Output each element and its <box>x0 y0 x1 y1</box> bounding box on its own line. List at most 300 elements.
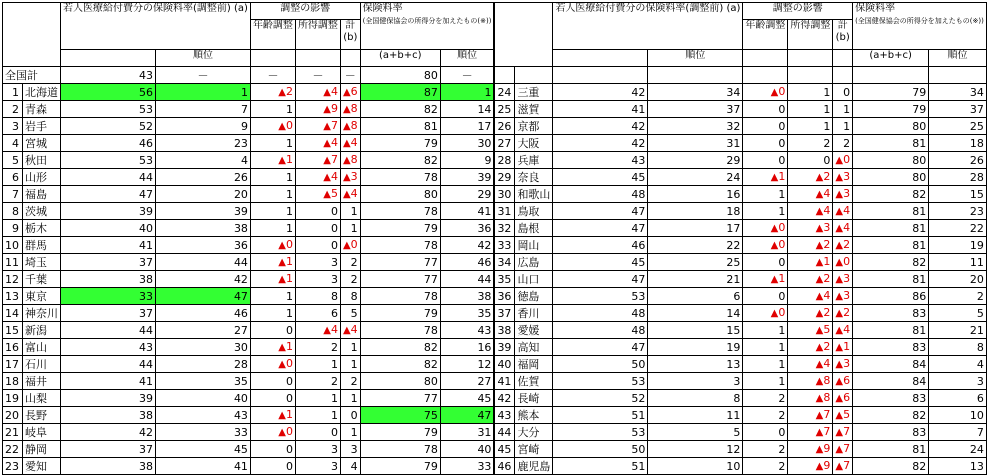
age-adjustment: 1 <box>743 203 788 220</box>
income-adjustment <box>788 288 833 305</box>
age-adjustment-value: 1 <box>285 272 293 285</box>
age-adjustment: 1 <box>743 186 788 203</box>
rate-before-adjust: 47 <box>553 203 648 220</box>
total-adjustment-value: 5 <box>843 408 851 421</box>
triangle-icon: ▲ <box>835 223 844 234</box>
income-adjustment <box>788 220 833 237</box>
triangle-icon: ▲ <box>835 376 844 387</box>
table-row <box>3 356 987 373</box>
premium-rate: 82 <box>853 186 929 203</box>
premium-rank: 29 <box>440 186 494 203</box>
rate-before-adjust: 41 <box>553 101 648 118</box>
empty-cell <box>648 67 743 84</box>
total-adjustment: 5 <box>340 305 360 322</box>
premium-rank: 43 <box>440 322 494 339</box>
empty-cell <box>788 67 833 84</box>
rank-before-adjust: 20 <box>155 186 250 203</box>
total-adjustment-value: 4 <box>843 221 851 234</box>
premium-rate: 86 <box>853 288 929 305</box>
prefecture-number: 11 <box>3 254 23 271</box>
premium-rank: 8 <box>929 339 987 356</box>
total-header-right: 計 (b) <box>833 20 853 50</box>
rate-before-adjust: 46 <box>553 237 648 254</box>
premium-rate: 82 <box>360 356 440 373</box>
prefecture-number: 34 <box>494 254 515 271</box>
total-adjustment <box>340 186 360 203</box>
income-adjustment-value: 9 <box>823 442 831 455</box>
income-adjustment <box>788 407 833 424</box>
triangle-icon: ▲ <box>278 257 286 268</box>
prefecture-name: 福島 <box>23 186 61 203</box>
triangle-icon: ▲ <box>815 308 824 319</box>
empty-cell <box>494 67 515 84</box>
triangle-icon: ▲ <box>835 308 844 319</box>
premium-rank: 44 <box>440 271 494 288</box>
rank-before-adjust: 38 <box>155 220 250 237</box>
total-adjustment <box>833 441 853 458</box>
premium-rate: 81 <box>853 220 929 237</box>
rank-before-adjust: 13 <box>648 356 743 373</box>
income-adjustment-value: 2 <box>823 272 831 285</box>
triangle-icon: ▲ <box>342 240 351 251</box>
rate-before-adjust: 38 <box>61 458 156 475</box>
total-adjustment <box>340 169 360 186</box>
income-adjustment <box>295 186 340 203</box>
total-adjustment-value: 4 <box>350 323 358 336</box>
premium-rank: 9 <box>440 152 494 169</box>
total-adjustment-value: 6 <box>843 374 851 387</box>
income-adjustment <box>788 390 833 407</box>
premium-rank: 12 <box>440 356 494 373</box>
income-adjustment: 3 <box>295 271 340 288</box>
prefecture-number: 35 <box>494 271 515 288</box>
premium-rank: 19 <box>929 237 987 254</box>
rate-before-adjust: 45 <box>553 254 648 271</box>
income-adjustment: 0 <box>295 424 340 441</box>
prefecture-number: 15 <box>3 322 23 339</box>
income-adjustment <box>295 84 340 101</box>
triangle-icon: ▲ <box>835 240 844 251</box>
table-row <box>3 186 987 203</box>
prefecture-number: 5 <box>3 152 23 169</box>
rank-before-adjust: 43 <box>155 407 250 424</box>
total-adjustment-value: 8 <box>350 119 358 132</box>
triangle-icon: ▲ <box>278 155 286 166</box>
income-adjustment: 2 <box>788 135 833 152</box>
triangle-icon: ▲ <box>835 155 844 166</box>
empty-cell <box>553 67 648 84</box>
triangle-icon: ▲ <box>835 444 844 455</box>
premium-rate: 79 <box>360 458 440 475</box>
income-adjustment: 8 <box>295 288 340 305</box>
age-adjustment: 2 <box>743 390 788 407</box>
age-adjustment-value: 1 <box>285 153 293 166</box>
prefecture-name: 兵庫 <box>515 152 553 169</box>
total-adjustment-value: 4 <box>350 187 358 200</box>
age-adjustment <box>250 152 295 169</box>
rank-header: 順位 <box>155 50 250 67</box>
prefecture-name: 宮崎 <box>515 441 553 458</box>
table-row <box>3 373 987 390</box>
table-row <box>3 203 987 220</box>
triangle-icon: ▲ <box>835 410 844 421</box>
income-adjustment <box>788 458 833 475</box>
total-adjustment-value: 3 <box>843 357 851 370</box>
age-adjustment: 0 <box>743 101 788 118</box>
premium-rate: 78 <box>360 203 440 220</box>
prefecture-name: 千葉 <box>23 271 61 288</box>
income-adjustment-value: 4 <box>823 204 831 217</box>
prefecture-name: 和歌山 <box>515 186 553 203</box>
income-adjustment-value: 9 <box>823 459 831 472</box>
income-adjustment-value: 7 <box>330 119 338 132</box>
premium-rate: 81 <box>853 135 929 152</box>
age-adjustment <box>250 237 295 254</box>
prefecture-name: 長野 <box>23 407 61 424</box>
prefecture-number: 19 <box>3 390 23 407</box>
triangle-icon: ▲ <box>815 410 824 421</box>
triangle-icon: ▲ <box>278 240 286 251</box>
premium-rank: 18 <box>929 135 987 152</box>
rank-before-adjust: 3 <box>648 373 743 390</box>
total-adjustment <box>833 373 853 390</box>
total-adjustment-value: 3 <box>843 187 851 200</box>
triangle-icon: ▲ <box>323 104 331 115</box>
premium-rank: 2 <box>929 288 987 305</box>
prefecture-number: 3 <box>3 118 23 135</box>
table-row <box>3 254 987 271</box>
rank-before-adjust: 15 <box>648 322 743 339</box>
premium-rank: 10 <box>929 407 987 424</box>
premium-rate-table <box>2 2 984 475</box>
total-adjustment-value: 6 <box>350 85 358 98</box>
total-adjustment <box>833 424 853 441</box>
total-adjustment: 2 <box>833 135 853 152</box>
total-adjustment: 1 <box>340 390 360 407</box>
rate-before-adjust: 44 <box>61 169 156 186</box>
triangle-icon: ▲ <box>835 257 844 268</box>
income-adjustment: 1 <box>788 84 833 101</box>
triangle-icon: ▲ <box>815 376 824 387</box>
triangle-icon: ▲ <box>323 155 331 166</box>
table-row <box>3 458 987 475</box>
prefecture-number: 41 <box>494 373 515 390</box>
prefecture-number: 20 <box>3 407 23 424</box>
age-adjustment: 1 <box>250 169 295 186</box>
triangle-icon: ▲ <box>815 291 824 302</box>
premium-rate: 83 <box>853 390 929 407</box>
rank-before-adjust: 42 <box>155 271 250 288</box>
table-row <box>3 271 987 288</box>
total-adjustment-value: 6 <box>843 391 851 404</box>
premium-rate: 84 <box>853 373 929 390</box>
rank-before-adjust: 18 <box>648 203 743 220</box>
income-adjustment-value: 7 <box>330 153 338 166</box>
triangle-icon: ▲ <box>835 172 844 183</box>
rank-before-adjust: 23 <box>155 135 250 152</box>
age-adj-header: 年齢調整 <box>250 20 295 50</box>
national-age: － <box>250 67 295 84</box>
premium-rank: 35 <box>440 305 494 322</box>
rank-before-adjust: 29 <box>648 152 743 169</box>
total-adjustment <box>340 322 360 339</box>
total-adjustment: 0 <box>340 407 360 424</box>
prefecture-number: 42 <box>494 390 515 407</box>
prefecture-name: 山口 <box>515 271 553 288</box>
age-adjustment <box>743 84 788 101</box>
triangle-icon: ▲ <box>278 87 286 98</box>
triangle-icon: ▲ <box>342 155 351 166</box>
prefecture-name: 秋田 <box>23 152 61 169</box>
rank-before-adjust: 1 <box>155 84 250 101</box>
total-adjustment <box>833 254 853 271</box>
age-adjustment <box>743 237 788 254</box>
triangle-icon: ▲ <box>770 274 779 285</box>
triangle-icon: ▲ <box>278 274 286 285</box>
premium-rank: 42 <box>440 237 494 254</box>
triangle-icon: ▲ <box>815 427 824 438</box>
prefecture-number: 13 <box>3 288 23 305</box>
total-adjustment <box>833 390 853 407</box>
prefecture-number: 2 <box>3 101 23 118</box>
table-row <box>3 339 987 356</box>
income-adjustment <box>788 254 833 271</box>
rank-header-right: 順位 <box>648 50 743 67</box>
age-adjustment <box>743 220 788 237</box>
triangle-icon: ▲ <box>835 342 844 353</box>
rank-before-adjust: 16 <box>648 186 743 203</box>
income-adjustment <box>295 135 340 152</box>
prefecture-number: 14 <box>3 305 23 322</box>
age-adjustment: 0 <box>250 373 295 390</box>
prefecture-number: 18 <box>3 373 23 390</box>
total-adjustment-value: 0 <box>843 153 851 166</box>
total-adjustment <box>833 407 853 424</box>
prefecture-name: 岐阜 <box>23 424 61 441</box>
age-adjustment-value: 0 <box>285 238 293 251</box>
income-adj-header-right: 所得調整 <box>788 20 833 50</box>
prefecture-name: 新潟 <box>23 322 61 339</box>
rate-before-adjust: 48 <box>553 322 648 339</box>
total-adjustment-value: 2 <box>843 238 851 251</box>
table-row <box>3 67 987 84</box>
total-adjustment <box>833 220 853 237</box>
income-adjustment: 1 <box>788 101 833 118</box>
premium-rate: 81 <box>853 203 929 220</box>
prefecture-number: 22 <box>3 441 23 458</box>
triangle-icon: ▲ <box>770 223 779 234</box>
rate-rank-header-right: 順位 <box>929 50 987 67</box>
triangle-icon: ▲ <box>815 325 824 336</box>
age-adjustment <box>250 339 295 356</box>
prefecture-number: 43 <box>494 407 515 424</box>
triangle-icon: ▲ <box>815 189 824 200</box>
premium-rate: 87 <box>360 84 440 101</box>
total-adjustment: 2 <box>340 254 360 271</box>
adjust-effect-header-right: 調整の影響 <box>743 3 853 20</box>
triangle-icon: ▲ <box>815 444 824 455</box>
rate-before-adjust: 38 <box>61 271 156 288</box>
rate-before-adjust: 41 <box>61 237 156 254</box>
age-adjustment-value: 1 <box>285 340 293 353</box>
prefecture-number: 39 <box>494 339 515 356</box>
rate-before-adjust: 37 <box>61 441 156 458</box>
premium-rank: 20 <box>929 271 987 288</box>
total-adjustment-value: 4 <box>350 136 358 149</box>
prefecture-name: 愛媛 <box>515 322 553 339</box>
rank-before-adjust: 22 <box>648 237 743 254</box>
income-adjustment <box>295 118 340 135</box>
rate-before-adjust: 50 <box>553 441 648 458</box>
formula-header: (a+b+c) <box>360 50 440 67</box>
age-adjustment: 1 <box>250 305 295 322</box>
prefecture-name: 岩手 <box>23 118 61 135</box>
formula-header-right: (a+b+c) <box>853 50 929 67</box>
rate-before-adjust: 48 <box>553 305 648 322</box>
rank-before-adjust: 4 <box>155 152 250 169</box>
income-adjustment-value: 2 <box>823 170 831 183</box>
triangle-icon: ▲ <box>815 223 824 234</box>
rate-before-adjust: 52 <box>553 390 648 407</box>
rank-before-adjust: 44 <box>155 254 250 271</box>
income-adjustment: 3 <box>295 254 340 271</box>
prefecture-number: 6 <box>3 169 23 186</box>
rate-before-adjust: 44 <box>61 322 156 339</box>
income-adjustment-value: 4 <box>823 289 831 302</box>
rank-before-adjust: 32 <box>648 118 743 135</box>
prefecture-number: 46 <box>494 458 515 475</box>
rate-before-adjust: 56 <box>61 84 156 101</box>
income-adjustment-value: 5 <box>823 323 831 336</box>
premium-rate: 79 <box>853 84 929 101</box>
premium-rate: 83 <box>853 424 929 441</box>
prefecture-number: 33 <box>494 237 515 254</box>
premium-rate: 79 <box>360 424 440 441</box>
total-adjustment <box>340 101 360 118</box>
rank-before-adjust: 46 <box>155 305 250 322</box>
rate-before-adjust: 43 <box>553 152 648 169</box>
prefecture-name: 愛知 <box>23 458 61 475</box>
age-adjustment: 1 <box>743 373 788 390</box>
data-table <box>2 2 987 475</box>
premium-rank: 37 <box>929 101 987 118</box>
income-adjustment <box>788 322 833 339</box>
prefecture-name: 静岡 <box>23 441 61 458</box>
age-adjustment <box>250 271 295 288</box>
prefecture-name: 石川 <box>23 356 61 373</box>
total-adjustment <box>340 237 360 254</box>
total-adjustment-value: 1 <box>843 340 851 353</box>
rank-before-adjust: 39 <box>155 203 250 220</box>
premium-rate: 79 <box>853 101 929 118</box>
total-adjustment-value: 3 <box>843 170 851 183</box>
rate-before-adjust: 33 <box>61 288 156 305</box>
income-adjustment <box>788 271 833 288</box>
premium-rate: 81 <box>853 441 929 458</box>
total-adjustment <box>833 305 853 322</box>
prefecture-name: 群馬 <box>23 237 61 254</box>
rate-rank-header: 順位 <box>440 50 494 67</box>
rate-before-adjust: 45 <box>553 169 648 186</box>
rank-before-adjust: 35 <box>155 373 250 390</box>
premium-rank: 33 <box>440 458 494 475</box>
premium-rank: 28 <box>929 169 987 186</box>
total-adjustment: 1 <box>340 356 360 373</box>
prefecture-number: 30 <box>494 186 515 203</box>
triangle-icon: ▲ <box>323 172 331 183</box>
total-adjustment <box>833 186 853 203</box>
table-row <box>3 288 987 305</box>
rate-before-adjust: 38 <box>61 407 156 424</box>
premium-rank: 6 <box>929 390 987 407</box>
rate-before-adjust: 41 <box>61 373 156 390</box>
triangle-icon: ▲ <box>278 121 286 132</box>
age-adjustment: 2 <box>743 458 788 475</box>
age-adjustment: 0 <box>743 288 788 305</box>
rate-before-adjust: 43 <box>61 339 156 356</box>
premium-rate: 80 <box>360 186 440 203</box>
age-adjustment <box>250 356 295 373</box>
prefecture-name: 滋賀 <box>515 101 553 118</box>
income-adjustment <box>788 441 833 458</box>
premium-rate: 80 <box>853 169 929 186</box>
income-adjustment: 0 <box>295 203 340 220</box>
premium-rank: 1 <box>440 84 494 101</box>
total-adjustment <box>833 458 853 475</box>
age-adjustment <box>250 118 295 135</box>
triangle-icon: ▲ <box>815 359 824 370</box>
premium-rank: 40 <box>440 441 494 458</box>
empty-cell <box>743 67 788 84</box>
rate-before-adjust: 48 <box>553 186 648 203</box>
total-adjustment: 1 <box>340 424 360 441</box>
premium-rate: 78 <box>360 322 440 339</box>
prefecture-number: 4 <box>3 135 23 152</box>
rate-before-adjust: 37 <box>61 254 156 271</box>
income-adjustment <box>295 152 340 169</box>
income-adjustment: 1 <box>295 407 340 424</box>
income-adjustment <box>788 169 833 186</box>
national-a: 43 <box>61 67 156 84</box>
income-adjustment-value: 9 <box>330 102 338 115</box>
triangle-icon: ▲ <box>835 189 844 200</box>
premium-rank: 25 <box>929 118 987 135</box>
national-inc: － <box>295 67 340 84</box>
rate-before-adjust: 39 <box>61 203 156 220</box>
age-adjustment: 0 <box>250 322 295 339</box>
premium-rank: 4 <box>929 356 987 373</box>
triangle-icon: ▲ <box>342 121 351 132</box>
premium-rank: 5 <box>929 305 987 322</box>
total-adjustment <box>833 169 853 186</box>
total-adjustment <box>340 118 360 135</box>
triangle-icon: ▲ <box>835 274 844 285</box>
age-adjustment-value: 0 <box>778 238 786 251</box>
rate-before-adjust: 53 <box>61 152 156 169</box>
prefecture-name: 広島 <box>515 254 553 271</box>
triangle-icon: ▲ <box>815 257 824 268</box>
prefecture-name: 三重 <box>515 84 553 101</box>
age-adjustment <box>743 169 788 186</box>
income-adjustment <box>788 237 833 254</box>
triangle-icon: ▲ <box>342 325 351 336</box>
total-adjustment <box>833 288 853 305</box>
rank-before-adjust: 24 <box>648 169 743 186</box>
triangle-icon: ▲ <box>815 240 824 251</box>
premium-rate: 77 <box>360 271 440 288</box>
premium-rate: 79 <box>360 305 440 322</box>
prefecture-number: 7 <box>3 186 23 203</box>
